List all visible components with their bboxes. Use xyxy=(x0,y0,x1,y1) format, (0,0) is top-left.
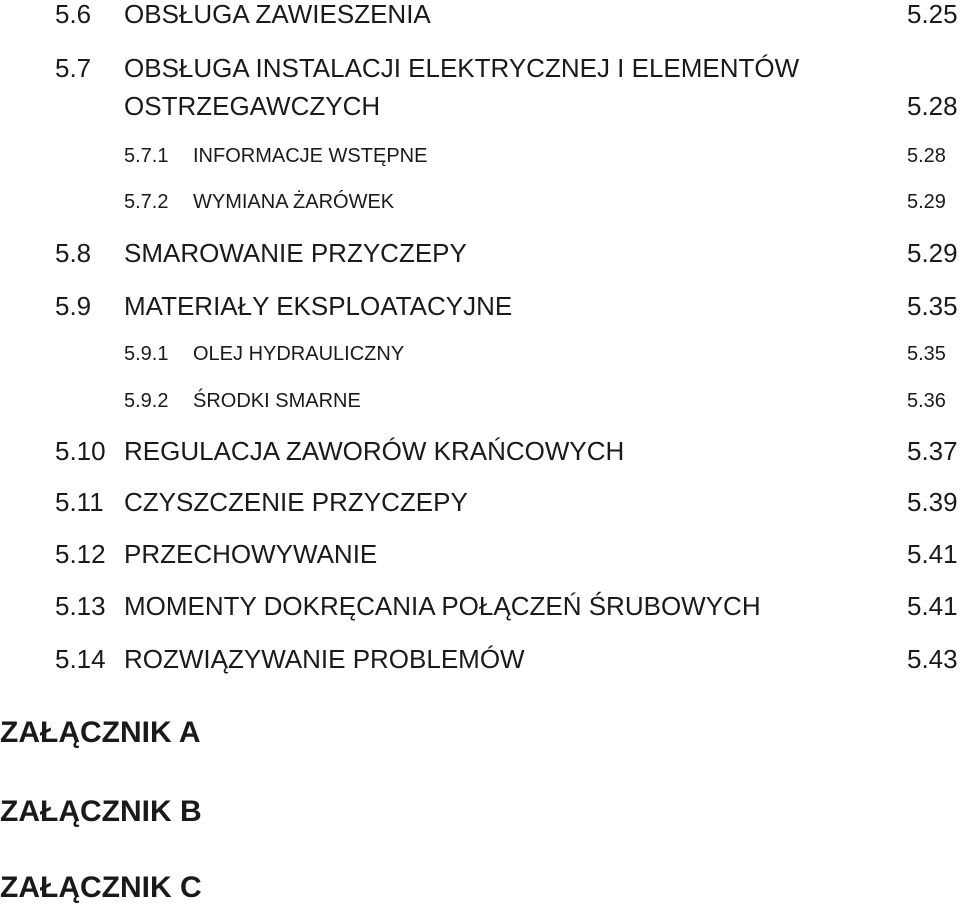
toc-entry-continuation[interactable] xyxy=(0,91,960,121)
toc-page-number: 5.35 xyxy=(907,343,946,365)
toc-title: REGULACJA ZAWORÓW KRAŃCOWYCH xyxy=(124,436,625,466)
toc-page-number: 5.43 xyxy=(907,644,958,674)
toc-title: INFORMACJE WSTĘPNE xyxy=(193,145,428,167)
toc-page-number: 5.28 xyxy=(907,91,958,121)
toc-page-number: 5.37 xyxy=(907,436,958,466)
toc-page-number: 5.41 xyxy=(907,539,958,569)
appendix-heading[interactable]: ZAŁĄCZNIK A xyxy=(0,716,201,749)
toc-subentry[interactable] xyxy=(0,389,960,413)
toc-entry[interactable] xyxy=(0,644,960,674)
toc-number: 5.9 xyxy=(55,291,92,321)
toc-number: 5.12 xyxy=(55,539,106,569)
toc-page-number: 5.29 xyxy=(907,238,958,268)
appendix-heading[interactable]: ZAŁĄCZNIK B xyxy=(0,795,202,828)
toc-number: 5.8 xyxy=(55,238,92,268)
toc-title-continuation: OSTRZEGAWCZYCH xyxy=(124,91,381,121)
toc-number: 5.7.1 xyxy=(124,145,169,167)
toc-title: OBSŁUGA ZAWIESZENIA xyxy=(124,0,431,29)
toc-entry[interactable] xyxy=(0,436,960,466)
toc-title: WYMIANA ŻARÓWEK xyxy=(193,191,395,213)
toc-title: SMAROWANIE PRZYCZEPY xyxy=(124,238,467,268)
toc-number: 5.11 xyxy=(55,487,104,517)
toc-title: OBSŁUGA INSTALACJI ELEKTRYCZNEJ I ELEMENTÓW xyxy=(124,53,800,83)
toc-title: ŚRODKI SMARNE xyxy=(193,390,361,412)
toc-page-number: 5.25 xyxy=(907,0,958,29)
toc-number: 5.10 xyxy=(55,436,106,466)
toc-subentry[interactable] xyxy=(0,190,960,214)
toc-title: PRZECHOWYWANIE xyxy=(124,539,378,569)
toc-title: MOMENTY DOKRĘCANIA POŁĄCZEŃ ŚRUBOWYCH xyxy=(124,591,761,621)
toc-entry[interactable] xyxy=(0,591,960,621)
toc-page-number: 5.41 xyxy=(907,591,958,621)
appendix-heading[interactable]: ZAŁĄCZNIK C xyxy=(0,871,202,904)
toc-entry[interactable] xyxy=(0,291,960,321)
toc-title: CZYSZCZENIE PRZYCZEPY xyxy=(124,487,468,517)
toc-subentry[interactable] xyxy=(0,144,960,168)
toc-number: 5.9.2 xyxy=(124,390,169,412)
toc-entry[interactable] xyxy=(0,0,960,29)
toc-page-number: 5.29 xyxy=(907,191,946,213)
toc-number: 5.13 xyxy=(55,591,106,621)
toc-page-number: 5.28 xyxy=(907,145,946,167)
toc-entry[interactable] xyxy=(0,539,960,569)
toc-subentry[interactable] xyxy=(0,342,960,366)
toc-number: 5.7 xyxy=(55,53,92,83)
toc-entry[interactable] xyxy=(0,238,960,268)
toc-title: ROZWIĄZYWANIE PROBLEMÓW xyxy=(124,644,525,674)
toc-number: 5.14 xyxy=(55,644,106,674)
toc-number: 5.7.2 xyxy=(124,191,169,213)
toc-page-number: 5.36 xyxy=(907,390,946,412)
toc-page-number: 5.35 xyxy=(907,291,958,321)
toc-entry[interactable] xyxy=(0,53,960,83)
toc-entry[interactable] xyxy=(0,487,960,517)
toc-number: 5.9.1 xyxy=(124,343,169,365)
toc-title: OLEJ HYDRAULICZNY xyxy=(193,343,405,365)
toc-title: MATERIAŁY EKSPLOATACYJNE xyxy=(124,291,513,321)
toc-number: 5.6 xyxy=(55,0,92,29)
toc-page-number: 5.39 xyxy=(907,487,958,517)
